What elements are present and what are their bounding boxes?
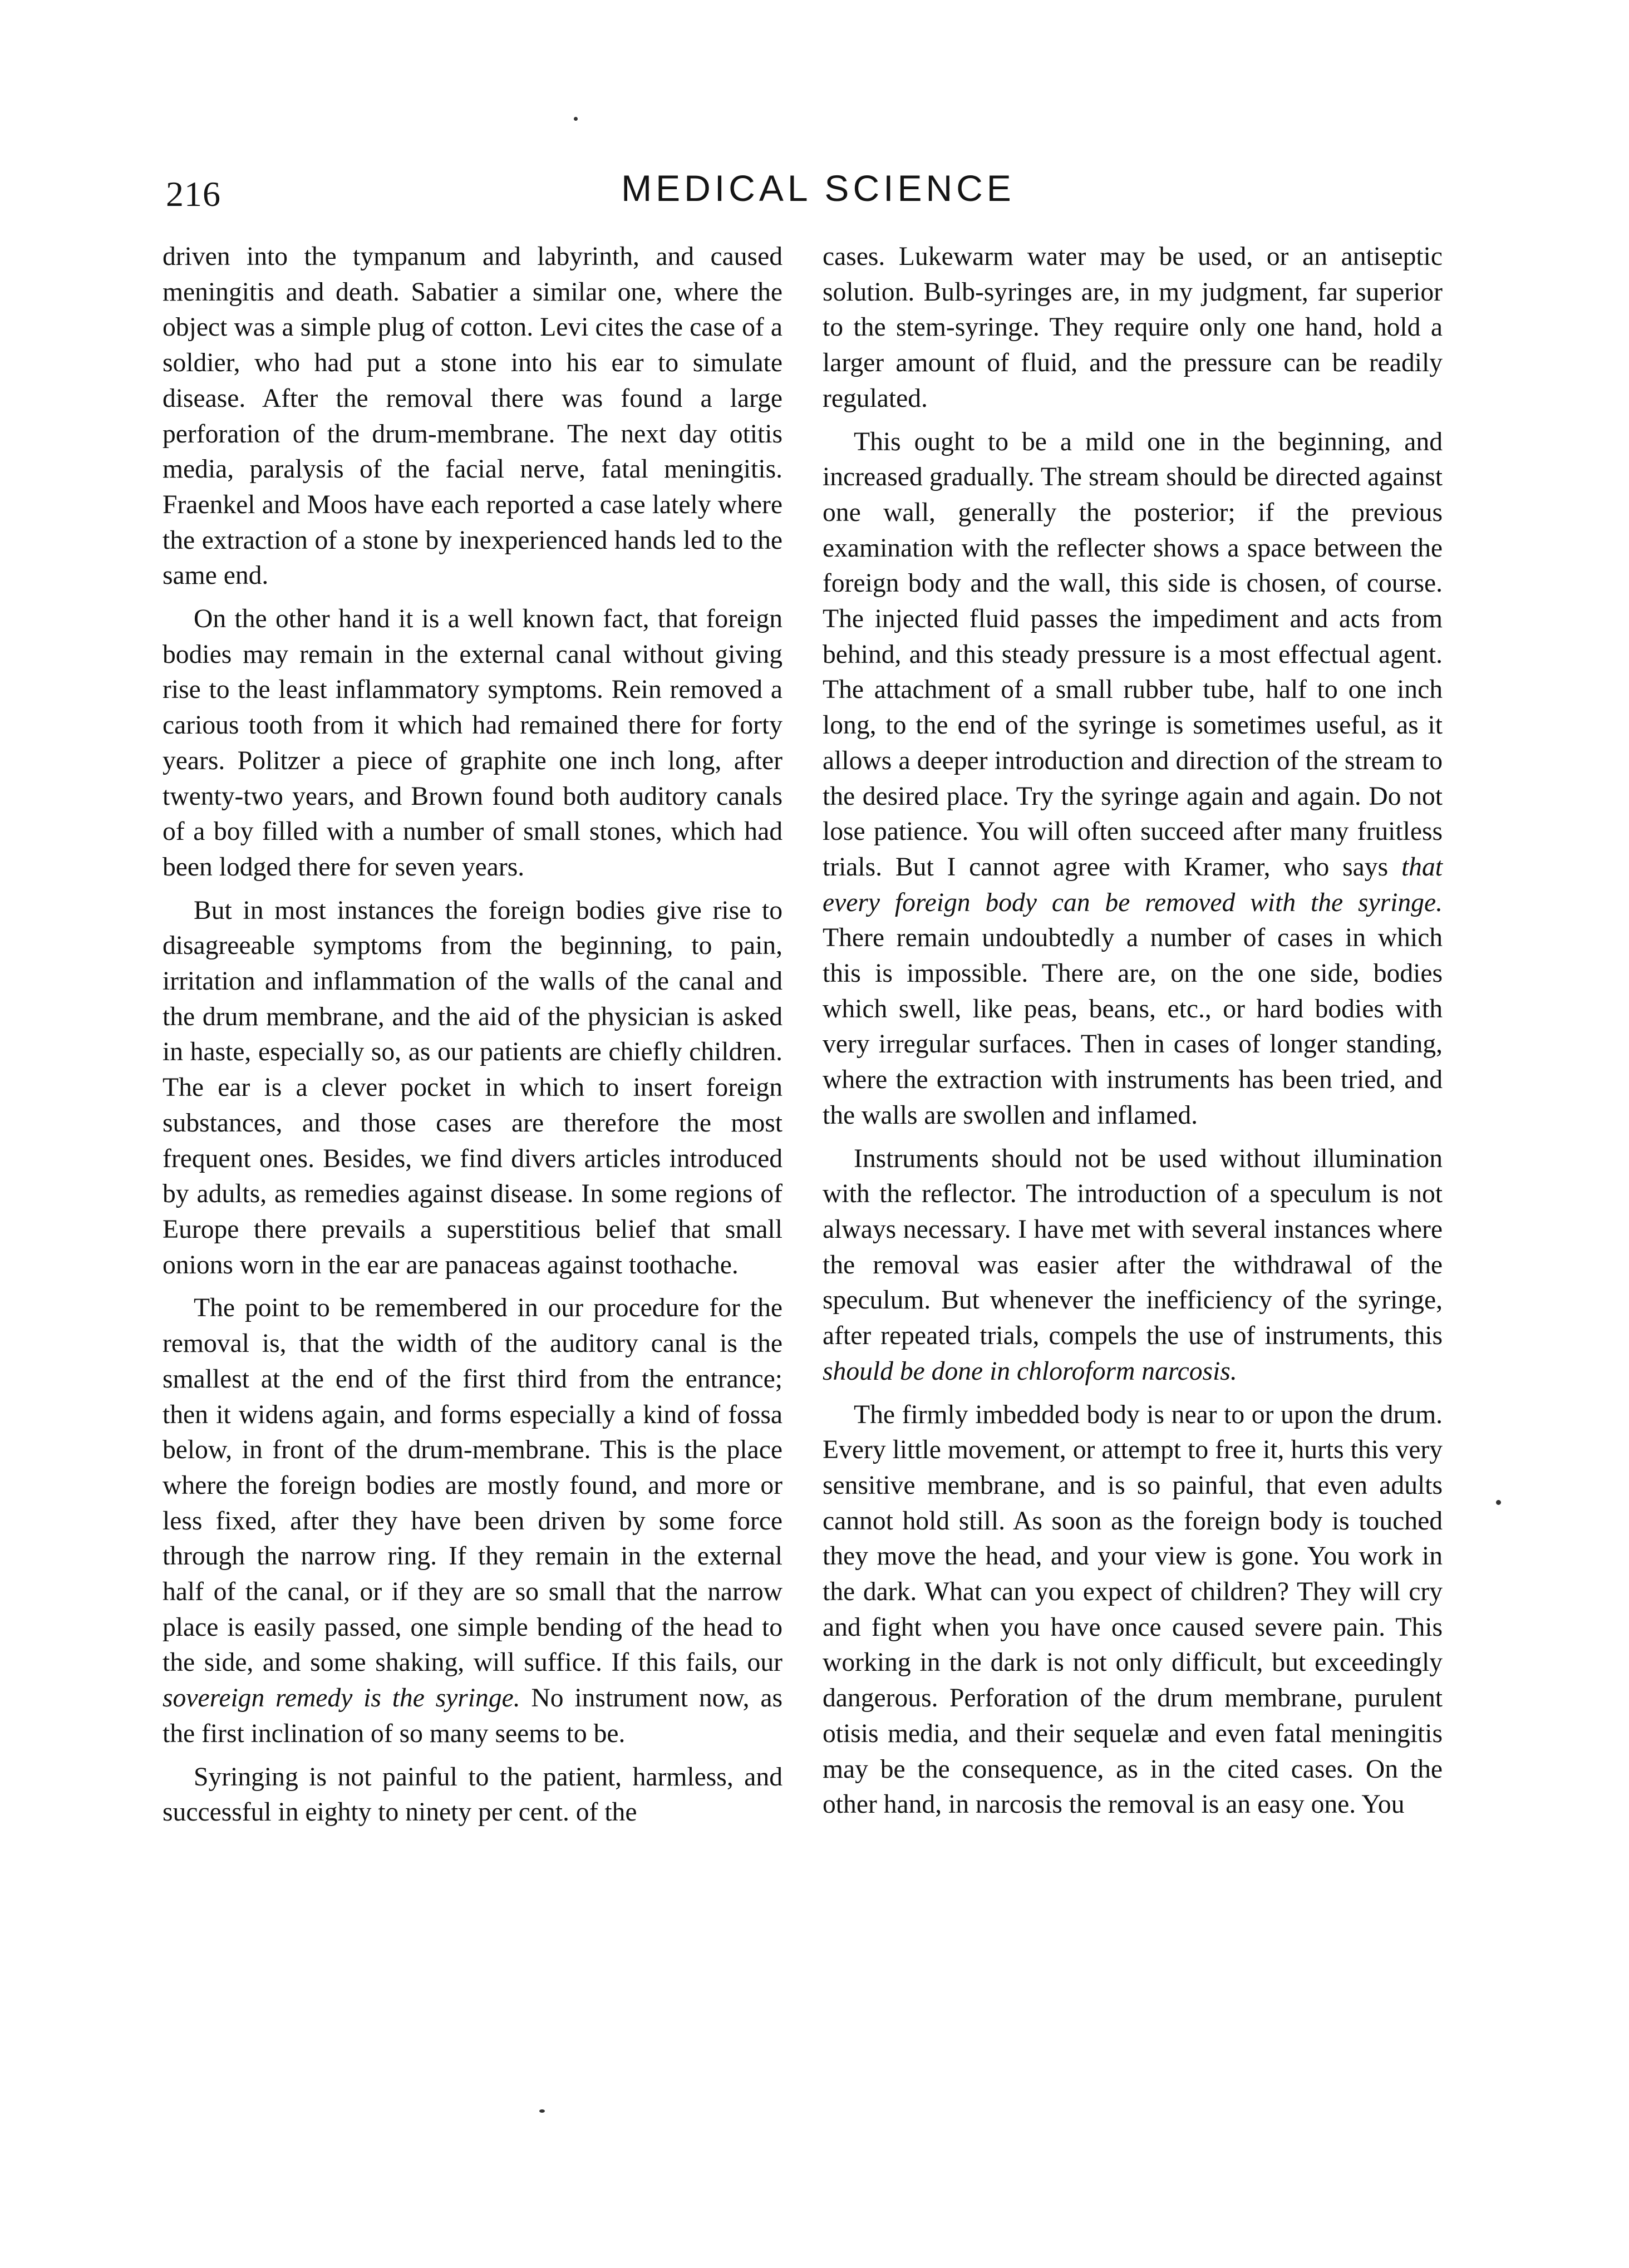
- italic-phrase: that every foreign body can be removed with the syringe.: [823, 852, 1443, 917]
- paragraph: But in most instances the foreign bodies give rise to disagreeable symptoms from the beginning, to pain, irritation and inflammation of the walls of the canal and the drum membrane, and the aid of the physician is asked in haste, especially so, as our patients are chiefly children. The ear is a clever pocket in which to insert foreign substances, and those cases are therefore the most frequent ones. Besides, we find divers articles introduced by adults, as remedies against disease. In some regions of Europe there prevails a superstitious belief that small onions worn in the ear are panaceas against toothache.: [163, 896, 782, 1280]
- italic-phrase: sovereign remedy is the syringe.: [163, 1684, 520, 1713]
- paragraph: driven into the tympanum and labyrinth, and caused meningitis and death. Sabatier a similar one, where the object was a simple plug of cotton. Levi cites the case of a soldier, who had put a stone into his ear to simulate disease. After the removal there was found a large perforation of the drum-membrane. The next day otitis media, paralysis of the facial nerve, fatal meningitis. Fraenkel and Moos have each reported a case lately where the extraction of a stone by inexperienced hands led to the same end.: [163, 242, 782, 591]
- left-column: [163, 239, 782, 1831]
- paragraph: cases. Lukewarm water may be used, or an antiseptic solution. Bulb-syringes are, in my judgment, far superior to the stem-syringe. They require only one hand, hold a larger amount of fluid, and the pressure can be readily regulated.: [823, 242, 1443, 413]
- print-speck: [539, 2109, 545, 2113]
- paragraph: Syringing is not painful to the patient, harmless, and successful in eighty to ninety per cent. of the: [163, 1762, 782, 1827]
- right-column: [823, 239, 1443, 1823]
- paragraph: On the other hand it is a well known fact, that foreign bodies may remain in the external canal without giving rise to the least inflammatory symptoms. Rein removed a carious tooth from it which had remained there for forty years. Politzer a piece of graphite one inch long, after twenty-two years, and Brown found both auditory canals of a boy filled with a number of small stones, which had been lodged there for seven years.: [163, 604, 782, 882]
- italic-phrase: should be done in chloroform narcosis.: [823, 1356, 1237, 1386]
- running-title: MEDICAL SCIENCE: [621, 168, 1015, 209]
- print-speck: [574, 117, 578, 121]
- print-speck: [1496, 1500, 1501, 1505]
- paragraph-text: The point to be remembered in our procedure for the removal is, that the width of the auditory canal is the smallest at the end of the first third from the entrance; then it widens again, and forms especially a kind of fossa below, in front of the drum-membrane. This is the place where the foreign bodies are mostly found, and more or less fixed, after they have been driven by some force through the narrow ring. If they remain in the external half of the canal, or if they are so small that the narrow place is easily passed, one simple bending of the head to the side, and some shaking, will suffice. If this fails, our: [163, 1293, 782, 1677]
- paragraph: [823, 425, 1443, 1134]
- paragraph-text: No instrument now, as the first inclination of so many seems to be.: [163, 1684, 782, 1748]
- paragraph: [163, 1291, 782, 1752]
- paragraph-text: This ought to be a mild one in the beginning, and increased gradually. The stream should be directed against one wall, generally the posterior; if the previous examination with the reflecter shows a space between the foreign body and the wall, this side is chosen, of course. The injected fluid passes the impediment and acts from behind, and this steady pressure is a most effectual agent. The attachment of a small rubber tube, half to one inch long, to the end of the syringe is sometimes useful, as it allows a deeper introduction and direction of the stream to the desired place. Try the syringe again and again. Do not lose patience. You will often succeed after many fruitless trials. But I cannot agree with Kramer, who says: [823, 427, 1443, 882]
- paragraph: [823, 1142, 1443, 1390]
- page-number: 216: [166, 174, 221, 214]
- paragraph: The firmly imbedded body is near to or upon the drum. Every little movement, or attempt to free it, hurts this very sensitive membrane, and is so painful, that even adults cannot hold still. As soon as the foreign body is touched they move the head, and your view is gone. You work in the dark. What can you expect of children? They will cry and fight when you have once caused severe pain. This working in the dark is not only difficult, but exceedingly dangerous. Perforation of the drum membrane, purulent otisis media, and their sequelæ and even fatal meningitis may be the consequence, as in the cited cases. On the other hand, in narcosis the removal is an easy one. You: [823, 1400, 1443, 1819]
- paragraph-text: Instruments should not be used without illumination with the reflector. The introduction of a speculum is not always necessary. I have met with several instances where the removal was easier after the withdrawal of the speculum. But whenever the inefficiency of the syringe, after repeated trials, compels the use of instruments, this: [823, 1144, 1443, 1351]
- paragraph-text: There remain undoubtedly a number of cases in which this is impossible. There are, on the one side, bodies which swell, like peas, beans, etc., or hard bodies with very irregular surfaces. Then in cases of longer standing, where the extraction with instruments has been tried, and the walls are swollen and inflamed.: [823, 923, 1443, 1130]
